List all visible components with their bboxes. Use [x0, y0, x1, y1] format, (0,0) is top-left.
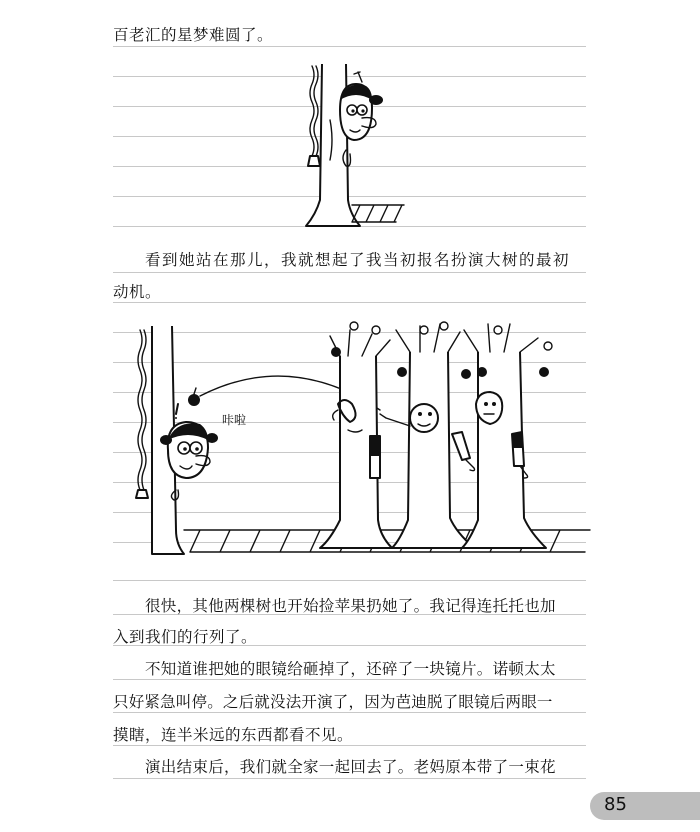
text-line-9: 演出结束后，我们就全家一起回去了。老妈原本带了一束花: [145, 758, 556, 776]
text-line-5: 入到我们的行列了。: [113, 628, 258, 646]
sound-effect-label: 咔啦: [222, 413, 247, 427]
text-line-2: 看到她站在那儿，我就想起了我当初报名扮演大树的最初: [145, 251, 571, 269]
text-line-6: 不知道谁把她的眼镜给砸掉了，还碎了一块镜片。诺顿太太: [145, 660, 556, 678]
text-line-3: 动机。: [113, 283, 162, 301]
rope-icon: [136, 330, 148, 498]
rope-icon: [308, 66, 320, 166]
tree-costume-kid-1: [320, 322, 392, 548]
text-line-7: 只好紧急叫停。之后就没法开演了，因为芭迪脱了眼镜后两眼一: [113, 693, 553, 711]
text-line-4: 很快，其他两棵树也开始捡苹果扔她了。我记得连托托也加: [145, 597, 556, 615]
text-line-1: 百老汇的星梦难圆了。: [113, 26, 274, 44]
tree-costume-kid-2: [380, 322, 475, 548]
girl-peeking-figure: [340, 72, 383, 166]
girl-hit-by-apple-figure: [160, 388, 218, 500]
tree-costume-kid-3: [461, 324, 552, 548]
text-line-8: 摸瞎，连半米远的东西都看不见。: [113, 726, 354, 744]
page-number: 85: [604, 794, 627, 815]
